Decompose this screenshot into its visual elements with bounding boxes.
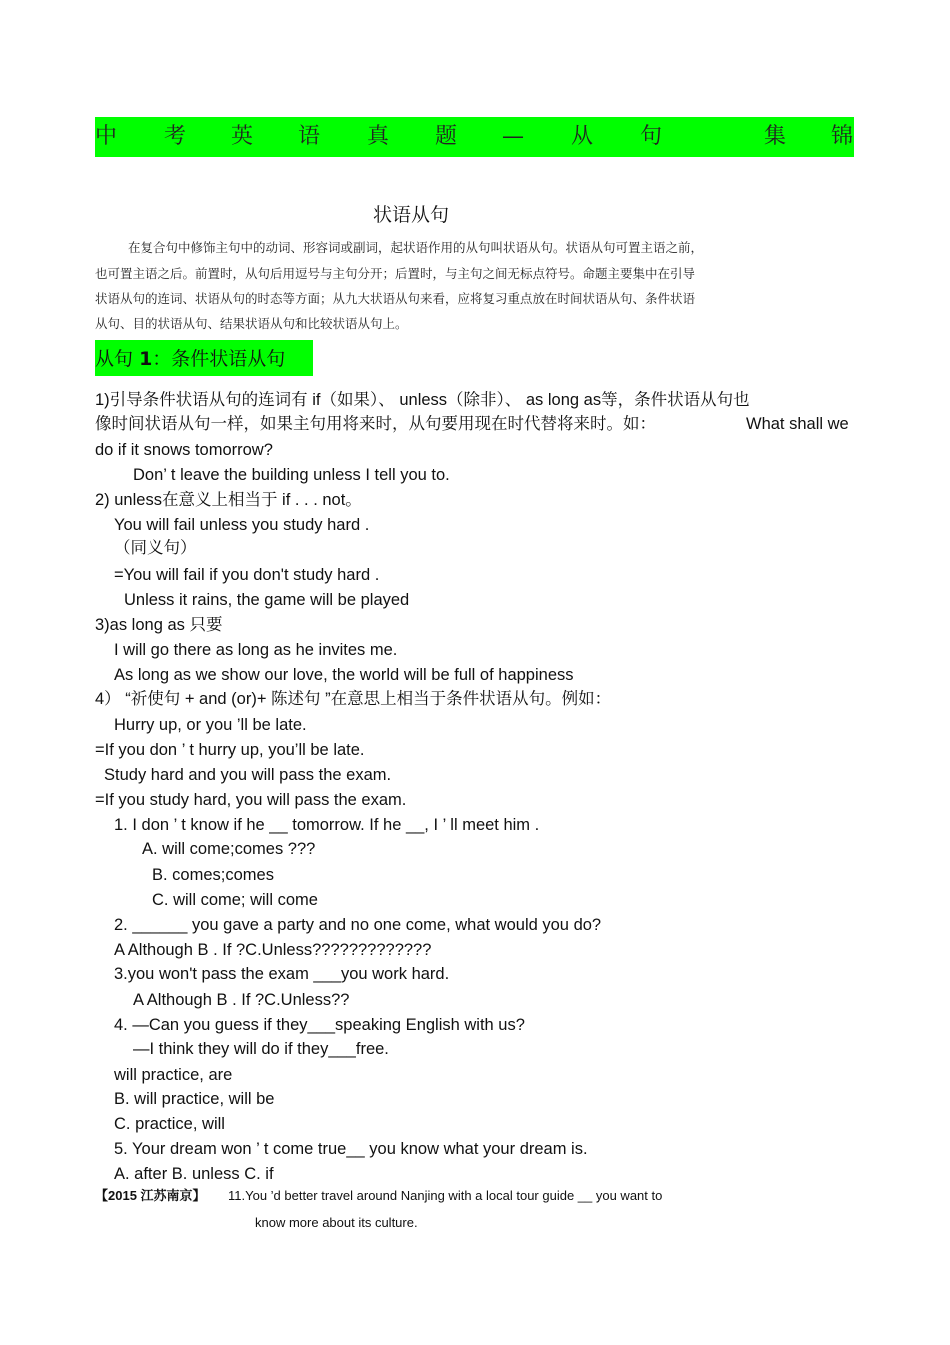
question-line: 1. I don ’ t know if he __ tomorrow. If he __, I ’ ll meet him . (114, 816, 540, 834)
question-line: know more about its culture. (255, 1215, 418, 1230)
question-line: 3.you won't pass the exam ___you work hard. (114, 965, 450, 983)
intro-line: 从句、目的状语从句、结果状语从句和比较状语从句上。 (95, 316, 408, 331)
body-line: =You will fail if you don't study hard . (114, 566, 380, 584)
title-highlight (95, 117, 854, 157)
body-line: Hurry up, or you ’ll be late. (114, 716, 307, 734)
option-line: A Although B . If ?C.Unless?? (133, 991, 350, 1009)
page-subtitle: 状语从句 (373, 204, 450, 226)
option-line: will practice, are (114, 1066, 233, 1084)
option-line: A Although B . If ?C.Unless????????????? (114, 941, 432, 959)
intro-line: 在复合句中修饰主句中的动词、形容词或副词，起状语作用的从句叫状语从句。状语从句可置主语之前， (128, 240, 704, 255)
question-line: —I think they will do if they___free. (133, 1040, 389, 1058)
body-line: =If you don ’ t hurry up, you’ll be late. (95, 741, 365, 759)
body-line: 2) unless在意义上相当于 if . . . not。 (95, 491, 362, 509)
intro-line: 状语从句的连词、状语从句的时态等方面；从九大状语从句来看，应将复习重点放在时间状语从句、条件状语 (95, 291, 696, 306)
question-line: 2. ______ you gave a party and no one come, what would you do? (114, 916, 602, 934)
title-char: 句 (640, 124, 663, 149)
body-line: You will fail unless you study hard . (114, 516, 370, 534)
option-line: B. comes;comes (152, 866, 274, 884)
title-char: 题 (435, 124, 458, 149)
option-line: A. after B. unless C. if (114, 1165, 274, 1183)
section-title: 从句 1：条件状语从句 (95, 348, 286, 370)
option-line: A. will come;comes ??? (142, 840, 316, 858)
body-line: Study hard and you will pass the exam. (104, 766, 392, 784)
body-line: 3)as long as 只要 (95, 616, 223, 634)
body-line: do if it snows tomorrow? (95, 441, 273, 459)
body-line: What shall we (746, 415, 849, 433)
title-char: 英 (231, 124, 254, 149)
question-line: 5. Your dream won ’ t come true__ you know what your dream is. (114, 1140, 588, 1158)
body-line: Don’ t leave the building unless I tell you to. (133, 466, 450, 484)
title-char: 集 (764, 124, 787, 149)
title-char: — (502, 124, 524, 149)
question-line: 11.You ’d better travel around Nanjing with a local tour guide __ you want to (228, 1188, 663, 1203)
title-char: 中 (95, 124, 118, 149)
title-char: 从 (571, 124, 594, 149)
title-char: 考 (164, 124, 187, 149)
body-line: 4） “祈使句 + and (or)+ 陈述句 ”在意思上相当于条件状语从句。例如： (95, 690, 612, 708)
intro-line: 也可置主语之后。前置时，从句后用逗号与主句分开；后置时，与主句之间无标点符号。命题主要集中在引导 (95, 266, 696, 281)
title-char: 锦 (831, 124, 854, 149)
body-line: 1)引导条件状语从句的连词有 if（如果）、 unless（除非）、 as long as等，条件状语从句也 (95, 391, 750, 409)
body-line: As long as we show our love, the world will be full of happiness (114, 666, 574, 684)
title-char: 真 (367, 124, 390, 149)
option-line: C. practice, will (114, 1115, 225, 1133)
option-line: B. will practice, will be (114, 1090, 275, 1108)
body-line: 像时间状语从句一样，如果主句用将来时，从句要用现在时代替将来时。如： (95, 415, 656, 433)
body-line: Unless it rains, the game will be played (124, 591, 410, 609)
title-char: 语 (298, 124, 321, 149)
body-line: （同义句） (114, 539, 197, 557)
question-line: 4. —Can you guess if they___speaking English with us? (114, 1016, 525, 1034)
body-line: I will go there as long as he invites me. (114, 641, 398, 659)
option-line: C. will come; will come (152, 891, 318, 909)
body-line: =If you study hard, you will pass the exam. (95, 791, 407, 809)
source-tag: 【2015 江苏南京】 (95, 1188, 206, 1203)
